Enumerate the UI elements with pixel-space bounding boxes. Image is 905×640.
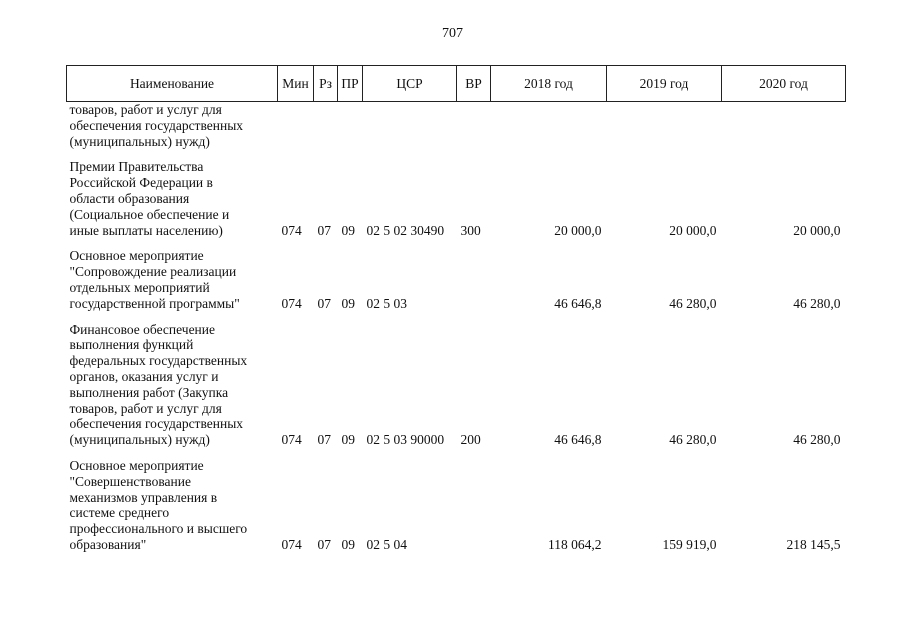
- row-spacer-cell: [67, 149, 846, 159]
- header-rz: Рз: [314, 66, 338, 102]
- row-name-line: системе среднего: [69, 505, 170, 521]
- row-spacer: [67, 238, 846, 248]
- row-name-line: органов, оказания услуг и: [69, 368, 219, 384]
- cell-y2020: 46 280,0: [793, 432, 841, 448]
- cell-pr: 09: [341, 536, 355, 552]
- header-2020: 2020 год: [722, 66, 846, 102]
- cell-vr: 200: [460, 432, 481, 448]
- row-name-line: федеральных государственных: [69, 353, 248, 369]
- cell-y2019: 46 280,0: [669, 295, 717, 311]
- cell-y2019: 46 280,0: [669, 432, 717, 448]
- cell-vr: [457, 102, 491, 150]
- cell-y2019: 159 919,0: [662, 536, 717, 552]
- header-min: Мин: [278, 66, 314, 102]
- row-name-line: "Совершенствование: [69, 473, 191, 489]
- row-name-line: Основное мероприятие: [69, 457, 204, 473]
- cell-pr: 09: [341, 295, 355, 311]
- table-row: [67, 322, 846, 448]
- cell-y2019: [607, 102, 722, 150]
- cell-y2019: 20 000,0: [669, 222, 717, 238]
- cell-rz: 07: [317, 536, 331, 552]
- row-spacer: [67, 312, 846, 322]
- cell-pr: 09: [341, 222, 355, 238]
- row-name-line: отдельных мероприятий: [69, 279, 210, 295]
- budget-table: [66, 65, 846, 553]
- row-spacer-cell: [67, 312, 846, 322]
- cell-y2020: [722, 102, 846, 150]
- cell-csr: [363, 102, 457, 150]
- row-name-line: (муниципальных) нужд): [69, 432, 210, 448]
- page-number: 707: [442, 26, 463, 41]
- cell-y2018: 46 646,8: [554, 295, 602, 311]
- row-name: [67, 458, 278, 553]
- cell-min: 074: [281, 222, 302, 238]
- header-csr: ЦСР: [363, 66, 457, 102]
- header-2018: 2018 год: [491, 66, 607, 102]
- row-name-line: Финансовое обеспечение: [69, 321, 216, 337]
- row-name-line: обеспечения государственных: [69, 117, 244, 133]
- row-name-line: (Социальное обеспечение и: [69, 206, 230, 222]
- row-name: [67, 102, 278, 150]
- cell-y2020: 218 145,5: [786, 536, 841, 552]
- cell-min: 074: [281, 432, 302, 448]
- row-name-line: выполнения функций: [69, 337, 194, 353]
- header-pr: ПР: [338, 66, 363, 102]
- cell-rz: [314, 102, 338, 150]
- row-name-line: Основное мероприятие: [69, 248, 204, 264]
- row-spacer-cell: [67, 238, 846, 248]
- table-row: [67, 458, 846, 553]
- row-name-line: механизмов управления в: [69, 489, 218, 505]
- cell-y2020: 20 000,0: [793, 222, 841, 238]
- cell-vr: 300: [460, 222, 481, 238]
- header-2019: 2019 год: [607, 66, 722, 102]
- cell-rz: 07: [317, 222, 331, 238]
- cell-y2020: 46 280,0: [793, 295, 841, 311]
- cell-y2018: 20 000,0: [554, 222, 602, 238]
- cell-y2018: 118 064,2: [548, 536, 602, 552]
- cell-rz: 07: [317, 432, 331, 448]
- row-spacer: [67, 149, 846, 159]
- cell-pr: [338, 102, 363, 150]
- row-name-line: Российской Федерации в: [69, 175, 213, 191]
- table-row: [67, 248, 846, 311]
- table-row: [67, 159, 846, 238]
- cell-pr: 09: [341, 432, 355, 448]
- row-name-line: государственной программы": [69, 295, 240, 311]
- cell-y2018: 46 646,8: [554, 432, 602, 448]
- row-name-line: товаров, работ и услуг для: [69, 400, 222, 416]
- row-name-line: товаров, работ и услуг для: [69, 102, 222, 117]
- cell-y2018: [491, 102, 607, 150]
- row-name: [67, 248, 278, 311]
- row-name-line: профессионального и высшего: [69, 521, 248, 537]
- cell-min: 074: [281, 295, 302, 311]
- row-spacer: [67, 448, 846, 458]
- header-vr: ВР: [457, 66, 491, 102]
- cell-csr: 02 5 04: [366, 536, 407, 552]
- row-name-line: Премии Правительства: [69, 159, 204, 175]
- row-name: [67, 322, 278, 448]
- row-name-line: (муниципальных) нужд): [69, 133, 210, 149]
- cell-min: 074: [281, 536, 302, 552]
- table-body: [67, 102, 846, 553]
- cell-vr: [457, 248, 491, 311]
- cell-csr: 02 5 03 90000: [366, 432, 445, 448]
- cell-csr: 02 5 02 30490: [366, 222, 445, 238]
- table-header: [67, 66, 846, 102]
- header-name: Наименование: [67, 66, 278, 102]
- cell-vr: [457, 458, 491, 553]
- cell-csr: 02 5 03: [366, 295, 407, 311]
- table-row: [67, 102, 846, 150]
- row-name-line: "Сопровождение реализации: [69, 264, 237, 280]
- row-spacer-cell: [67, 448, 846, 458]
- row-name-line: обеспечения государственных: [69, 416, 244, 432]
- cell-min: [278, 102, 314, 150]
- row-name: [67, 159, 278, 238]
- cell-rz: 07: [317, 295, 331, 311]
- row-name-line: выполнения работ (Закупка: [69, 384, 229, 400]
- row-name-line: области образования: [69, 190, 190, 206]
- row-name-line: образования": [69, 536, 147, 552]
- row-name-line: иные выплаты населению): [69, 222, 223, 238]
